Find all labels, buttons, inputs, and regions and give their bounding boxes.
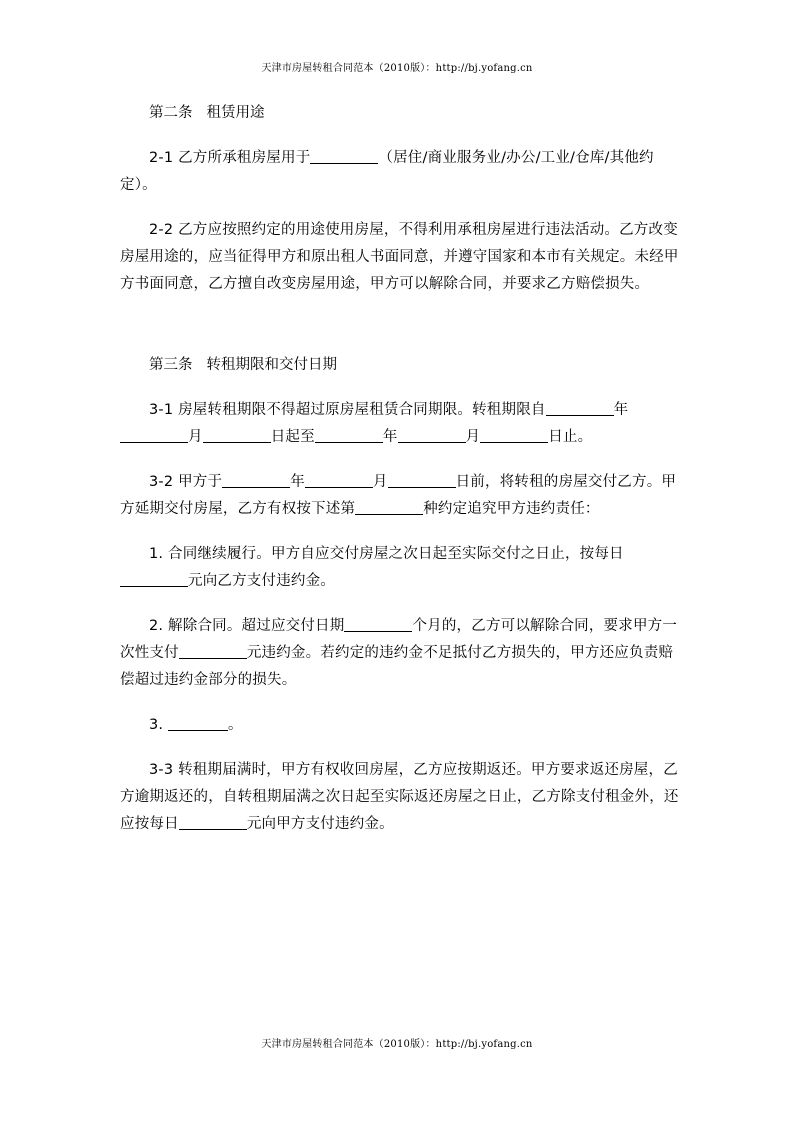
clause-2-1-text-a: 2-1 乙方所承租房屋用于	[149, 150, 311, 166]
end-day-blank[interactable]	[480, 426, 548, 443]
clause-3-2-text-c: 月	[372, 474, 388, 490]
option-1-text-a: 1. 合同继续履行。甲方自应交付房屋之次日起至实际交付之日止，按每日	[149, 546, 624, 562]
daily-penalty-blank[interactable]	[120, 570, 188, 587]
clause-2-1-text-b: （居住/商业服务业/办公/工业/仓库/其他约定）。	[120, 150, 654, 193]
start-month-blank[interactable]	[120, 426, 188, 443]
clause-3-2-text-a: 3-2 甲方于	[149, 474, 223, 490]
article-2-number: 第二条	[149, 105, 193, 121]
clause-3-1-text-g: 日止。	[548, 429, 593, 445]
end-month-blank[interactable]	[398, 426, 466, 443]
option-1	[120, 541, 680, 595]
option-number-blank[interactable]	[355, 498, 423, 515]
start-year-blank[interactable]	[546, 399, 614, 416]
clause-3-1	[120, 397, 680, 451]
clause-3-1-text-e: 年	[382, 429, 398, 445]
page-footer: 天津市房屋转租合同范本（2010版）：http://bj.yofang.cn	[261, 1039, 533, 1050]
option-2-text-c: 元违约金。若约定的违约金不足抵付乙方损失的，甲方还应负责赔偿超过违约金部分的损失。	[120, 645, 674, 688]
option-3-text-b: 。	[228, 717, 243, 733]
article-3-number: 第三条	[149, 357, 193, 373]
end-year-blank[interactable]	[315, 426, 383, 443]
option-2-text-a: 2. 解除合同。超过应交付日期	[149, 618, 345, 634]
lump-sum-penalty-blank[interactable]	[179, 642, 247, 659]
clause-2-2: 2-2 乙方应按照约定的用途使用房屋，不得利用承租房屋进行违法活动。乙方改变房屋用途的，应当征得甲方和原出租人书面同意，并遵守国家和本市有关规定。未经甲方书面同意，乙方擅自改变房屋用途，甲方可以解除合同，并要求乙方赔偿损失。	[120, 222, 679, 292]
clause-3-1-text-b: 年	[613, 402, 629, 418]
clause-3-2-text-b: 年	[290, 474, 305, 490]
clause-3-2	[120, 469, 680, 523]
return-penalty-blank[interactable]	[179, 813, 247, 830]
clause-3-1-text-f: 月	[465, 429, 481, 445]
option-2	[120, 613, 680, 694]
article-2-title: 租赁用途	[206, 105, 265, 121]
article-2-heading	[120, 100, 680, 127]
option-3-text-a: 3.	[149, 717, 169, 733]
delivery-month-blank[interactable]	[305, 471, 373, 488]
usage-blank[interactable]	[310, 147, 378, 164]
option-3	[120, 712, 680, 739]
clause-3-3-text-a: 3-3 转租期届满时，甲方有权收回房屋，乙方应按期返还。甲方要求返还房屋，乙方逾期返还的，自转租期届满之次日起至实际返还房屋之日止，乙方除支付租金外，还应按每日	[120, 762, 679, 832]
overdue-months-blank[interactable]	[344, 615, 412, 632]
clause-3-2-text-e: 种约定追究甲方违约责任：	[423, 501, 600, 517]
delivery-day-blank[interactable]	[388, 471, 456, 488]
start-day-blank[interactable]	[203, 426, 271, 443]
clause-3-1-text-d: 日起至	[270, 429, 315, 445]
document-body	[120, 100, 680, 838]
option-1-text-b: 元向乙方支付违约金。	[188, 573, 335, 589]
clause-3-3-text-b: 元向甲方支付违约金。	[246, 816, 394, 832]
article-3-heading	[120, 352, 680, 379]
clause-3-2-text-d: 日前，将转租的房屋交付乙方。甲方延期交付房屋，乙方有权按下述第	[120, 474, 677, 517]
page-header: 天津市房屋转租合同范本（2010版）：http://bj.yofang.cn	[261, 63, 533, 74]
clause-2-1	[120, 145, 680, 199]
clause-3-3	[120, 757, 680, 838]
clause-3-1-text-c: 月	[188, 429, 203, 445]
option-2-text-b: 个月的，乙方可以解除合同，要求甲方一次性支付	[120, 618, 678, 661]
delivery-year-blank[interactable]	[222, 471, 290, 488]
other-option-blank[interactable]	[168, 714, 228, 731]
clause-3-1-text-a: 3-1 房屋转租期限不得超过原房屋租赁合同期限。转租期限自	[149, 402, 546, 418]
article-3-title: 转租期限和交付日期	[206, 357, 337, 373]
